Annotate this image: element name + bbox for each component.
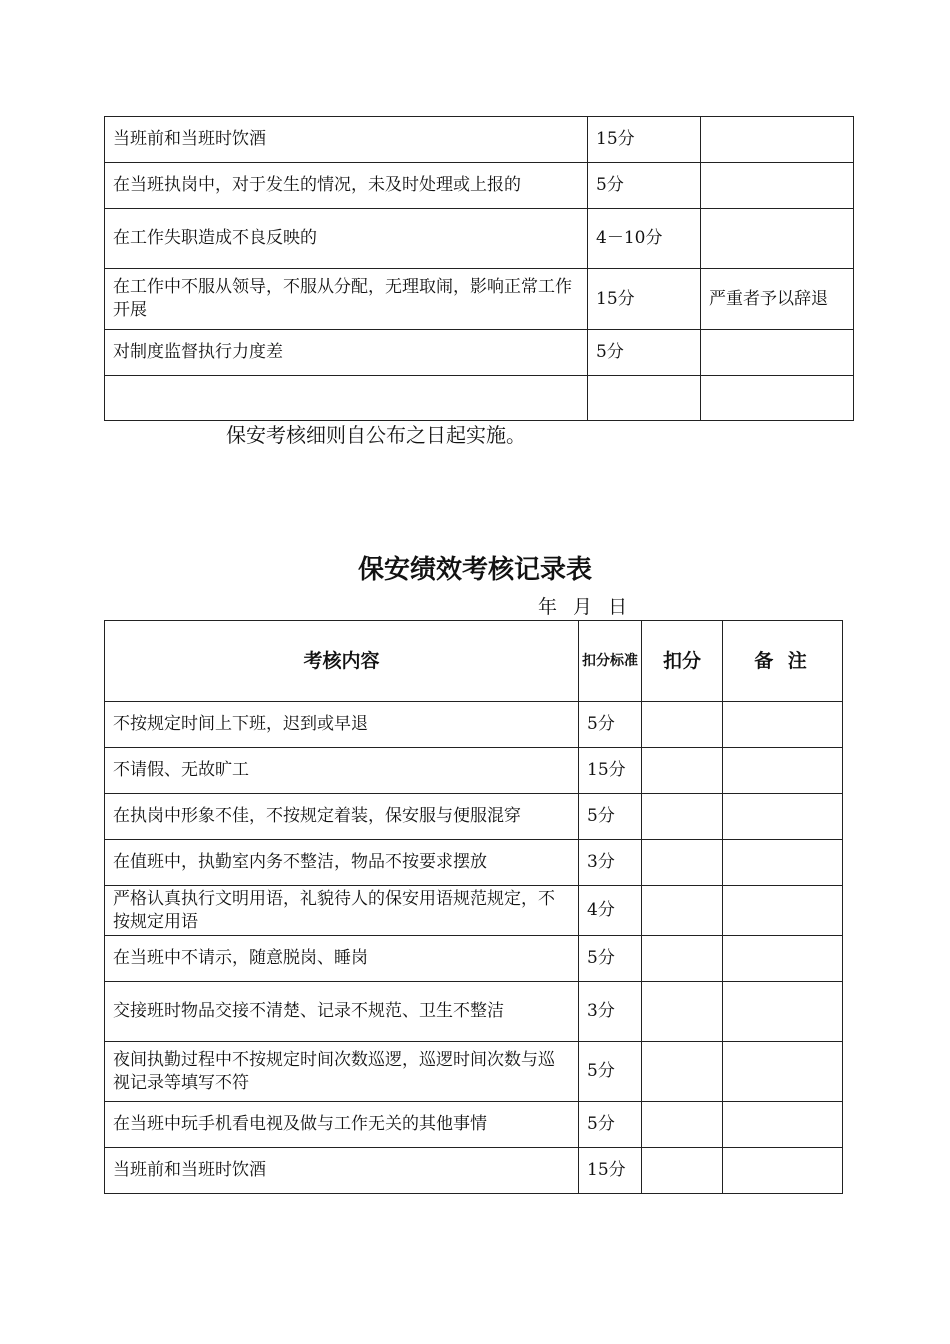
row-deduction-cell[interactable] (642, 702, 723, 748)
table-row (105, 794, 843, 840)
row-points: 5分 (588, 330, 701, 376)
table-row (105, 1148, 843, 1194)
form-title: 保安绩效考核记录表 (357, 555, 592, 585)
row-remark (701, 163, 854, 209)
date-line: 年 月 日 (538, 596, 628, 618)
row-content: 在当班执岗中，对于发生的情况，未及时处理或上报的 (105, 163, 588, 209)
row-standard: 3分 (579, 982, 642, 1042)
row-content: 对制度监督执行力度差 (105, 330, 588, 376)
row-standard: 15分 (579, 1148, 642, 1194)
top-deduction-table (104, 116, 854, 421)
row-points: 15分 (588, 269, 701, 330)
row-content: 在工作失职造成不良反映的 (105, 209, 588, 269)
implementation-note: 保安考核细则自公布之日起实施。 (226, 423, 526, 447)
table-row (105, 209, 854, 269)
table-row (105, 269, 854, 330)
table-row (105, 840, 843, 886)
header-notes: 备 注 (723, 621, 843, 702)
row-deduction-cell[interactable] (642, 748, 723, 794)
table-row (105, 330, 854, 376)
row-notes-cell[interactable] (723, 886, 843, 936)
row-notes-cell[interactable] (723, 1102, 843, 1148)
row-notes-cell[interactable] (723, 982, 843, 1042)
header-content: 考核内容 (105, 621, 579, 702)
row-notes-cell[interactable] (723, 840, 843, 886)
row-notes-cell[interactable] (723, 1042, 843, 1102)
table-row (105, 376, 854, 421)
row-deduction-cell[interactable] (642, 840, 723, 886)
table-row (105, 1102, 843, 1148)
table-row (105, 748, 843, 794)
row-remark (701, 376, 854, 421)
row-points (588, 376, 701, 421)
row-notes-cell[interactable] (723, 748, 843, 794)
row-points: 4－10分 (588, 209, 701, 269)
table-row (105, 886, 843, 936)
table-row (105, 982, 843, 1042)
row-content: 在执岗中形象不佳，不按规定着装，保安服与便服混穿 (105, 794, 579, 840)
row-notes-cell[interactable] (723, 794, 843, 840)
table-row (105, 117, 854, 163)
table-row (105, 1042, 843, 1102)
row-remark (701, 117, 854, 163)
row-content: 在工作中不服从领导，不服从分配，无理取闹，影响正常工作开展 (105, 269, 588, 330)
row-content: 严格认真执行文明用语，礼貌待人的保安用语规范规定，不按规定用语 (105, 886, 579, 936)
row-content: 当班前和当班时饮酒 (105, 1148, 579, 1194)
row-deduction-cell[interactable] (642, 1042, 723, 1102)
row-content: 交接班时物品交接不清楚、记录不规范、卫生不整洁 (105, 982, 579, 1042)
table-row (105, 936, 843, 982)
row-content: 不按规定时间上下班，迟到或早退 (105, 702, 579, 748)
row-deduction-cell[interactable] (642, 794, 723, 840)
row-remark (701, 209, 854, 269)
assessment-record-table (104, 620, 843, 1194)
row-content: 在当班中玩手机看电视及做与工作无关的其他事情 (105, 1102, 579, 1148)
row-deduction-cell[interactable] (642, 982, 723, 1042)
header-deduction: 扣分 (642, 621, 723, 702)
row-standard: 5分 (579, 1042, 642, 1102)
header-row (105, 621, 843, 702)
row-notes-cell[interactable] (723, 702, 843, 748)
row-content (105, 376, 588, 421)
row-remark (701, 330, 854, 376)
table-row (105, 702, 843, 748)
row-standard: 5分 (579, 1102, 642, 1148)
header-standard: 扣分标准 (579, 621, 642, 702)
row-remark: 严重者予以辞退 (701, 269, 854, 330)
row-deduction-cell[interactable] (642, 936, 723, 982)
row-points: 5分 (588, 163, 701, 209)
row-deduction-cell[interactable] (642, 886, 723, 936)
row-notes-cell[interactable] (723, 936, 843, 982)
row-standard: 15分 (579, 748, 642, 794)
row-standard: 5分 (579, 794, 642, 840)
row-points: 15分 (588, 117, 701, 163)
row-notes-cell[interactable] (723, 1148, 843, 1194)
row-content: 在当班中不请示，随意脱岗、睡岗 (105, 936, 579, 982)
row-deduction-cell[interactable] (642, 1148, 723, 1194)
row-standard: 5分 (579, 936, 642, 982)
row-content: 夜间执勤过程中不按规定时间次数巡逻，巡逻时间次数与巡视记录等填写不符 (105, 1042, 579, 1102)
row-content: 不请假、无故旷工 (105, 748, 579, 794)
row-standard: 5分 (579, 702, 642, 748)
row-content: 在值班中，执勤室内务不整洁，物品不按要求摆放 (105, 840, 579, 886)
row-standard: 3分 (579, 840, 642, 886)
table-row (105, 163, 854, 209)
row-content: 当班前和当班时饮酒 (105, 117, 588, 163)
row-standard: 4分 (579, 886, 642, 936)
row-deduction-cell[interactable] (642, 1102, 723, 1148)
